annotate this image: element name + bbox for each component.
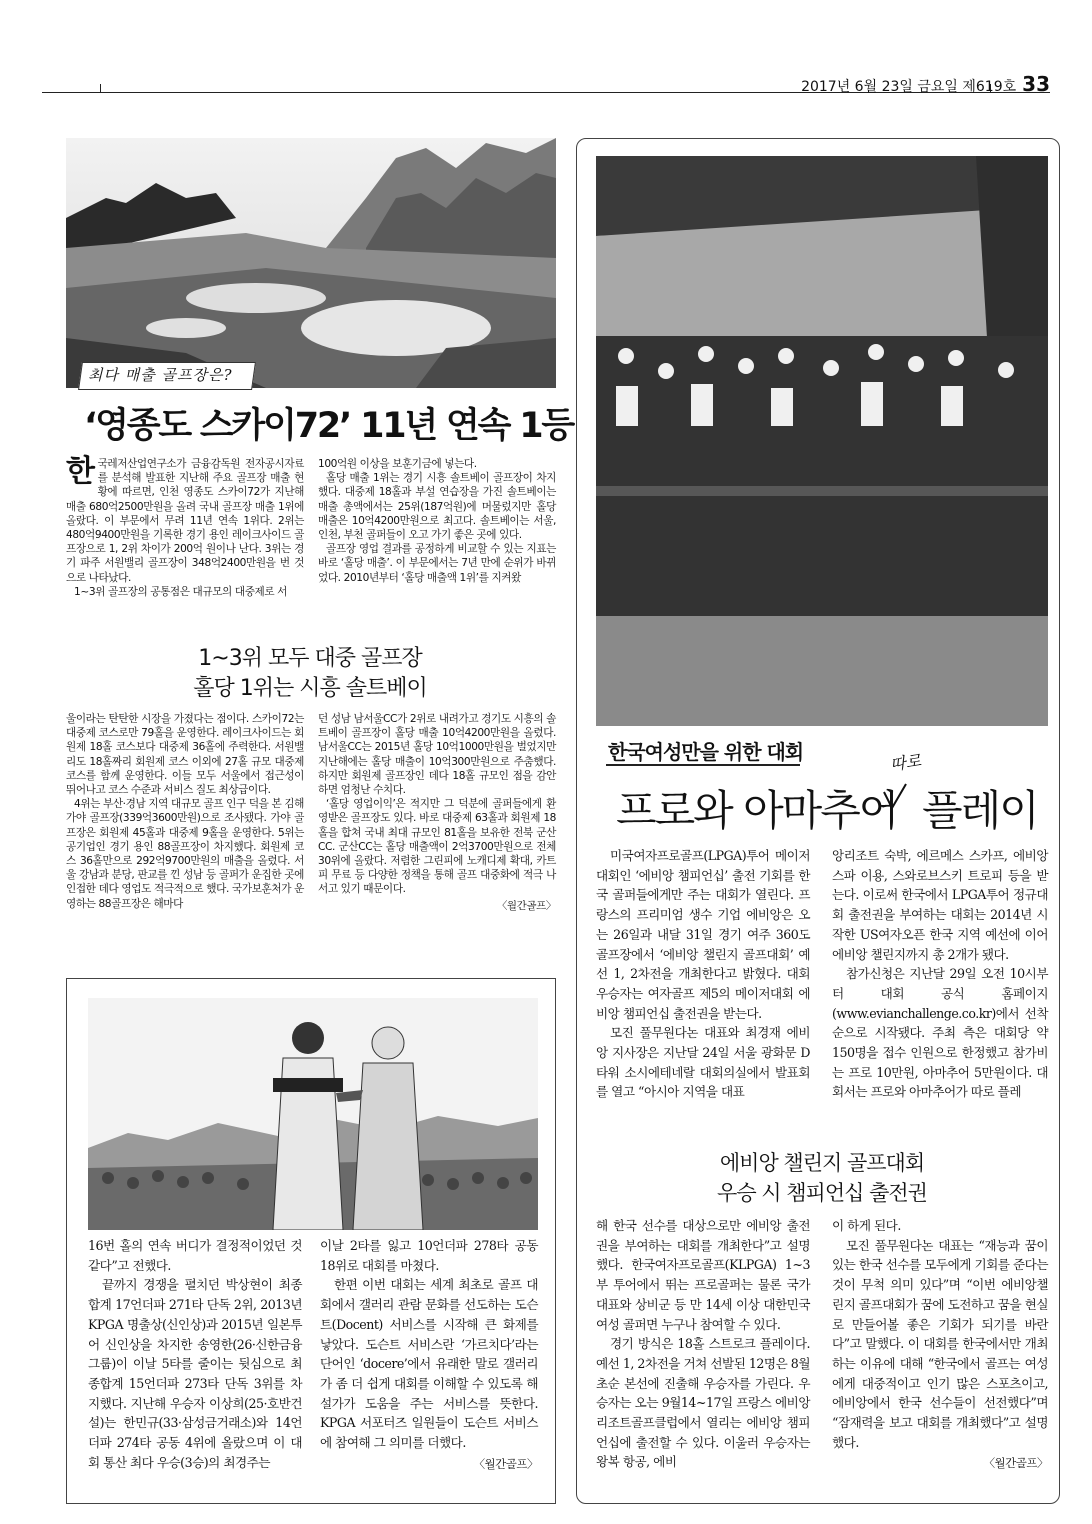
source-credit: 〈월간골프〉	[983, 1456, 1048, 1471]
headline-right: 플레이	[922, 786, 1038, 835]
paragraph: 던 성남 남서울CC가 2위로 내려가고 경기도 시흥의 솔트베이 골프장이 홀당 매출 10억4200만원을 올렸다. 남서울CC는 2015년 홀당 10억1000만원을 벌었지만 지난해에는 홀당 매출이 10억300만원으로 주춤했다. 하지만 회원제 골프장인 데다 18홀 규모인 점을 감안하면 엄청난 수치다.	[318, 713, 556, 797]
paragraph: 1~3위 골프장의 공통점은 대규모의 대중제로 서	[74, 585, 287, 598]
subhead	[160, 644, 460, 704]
paragraph: 미국여자프로골프(LPGA)투어 메이저대회인 ‘에비앙 챔피언십’ 출전 기회를 한국 골퍼들에게만 주는 대회가 열린다. 프랑스의 프리미엄 생수 기업 에비앙은 오는 26일과 내달 31일 경기 여주 360도 골프장에서 ‘에비앙 챌린지 골프대회’ 예선 1, 2차전을 개최한다고 밝혔다. 대회 우승자는 여자골프 제5의 메이저대회 에비앙 챔피언십 출전권을 받는다.	[596, 848, 810, 1021]
subhead-line: 홀당 1위는 시흥 솔트베이	[193, 676, 427, 701]
paragraph: 100억원 이상을 보훈기금에 넣는다.	[318, 458, 477, 470]
article3-col1	[596, 846, 810, 1102]
page-number: 33	[1022, 72, 1050, 96]
article3-col3	[596, 1216, 810, 1472]
subhead-line: 에비앙 챌린지 골프대회	[719, 1151, 925, 1175]
kicker: 한국여성만을 위한 대회	[608, 740, 804, 764]
article1-col2	[318, 457, 556, 585]
golf-course-photo	[66, 138, 556, 388]
headline: ‘영종도 스카이72’ 11년 연속 1등	[84, 406, 573, 446]
article3-col4	[832, 1216, 1048, 1474]
paragraph: 모진 풀무원다논 대표와 최경재 에비앙 지사장은 지난달 24일 서울 광화문 D타워 소시에테네랄 대회의실에서 발표회를 열고 “아시아 지역을 대표	[596, 1025, 810, 1100]
article3-col2	[832, 846, 1048, 1102]
subhead-line: 1~3위 모두 대중 골프장	[198, 646, 422, 671]
dropcap: 한	[66, 454, 95, 489]
golfers-handshake-photo	[88, 998, 538, 1230]
article2-col1	[88, 1236, 302, 1472]
paragraph: 16번 홀의 연속 버디가 결정적이었던 것 같다”고 전했다.	[88, 1238, 302, 1273]
paragraph: 앙리조트 숙박, 에르메스 스카프, 에비앙 스파 이용, 스와로브스키 트로피 등을 받는다. 이로써 한국에서 LPGA투어 정규대회 출전권을 부여하는 대회는 2014년 시작한 US여자오픈 한국 지역 예선에 이어 에비앙 챌린지까지 총 2개가 됐다.	[832, 848, 1048, 962]
paragraph: 이 하게 된다.	[832, 1218, 901, 1233]
source-credit: 〈월간골프〉	[473, 1456, 538, 1471]
paragraph: 홀당 매출 1위는 경기 시흥 솔트베이 골프장이 차지했다. 대중제 18홀과 부설 연습장을 가진 솔트베이는 매출 총액에서는 25위(187억원)에 머물렀지만 홀당 매출은 10억4200만원으로 최고다. 솔트베이는 서울, 인천, 부천 골퍼들이 오고 가기 좋은 곳에 있다.	[318, 472, 556, 542]
paragraph: 경기 방식은 18홀 스트로크 플레이다. 예선 1, 2차전을 거쳐 선발된 12명은 8월 초순 본선에 진출해 우승자를 가린다. 우승자는 오는 9월14~17일 프랑스 에비앙리조트골프클럽에서 열리는 에비앙 챔피언십에 출전할 수 있다. 이울러 우승자는 왕복 항공, 에비	[596, 1336, 810, 1470]
caret-mark	[880, 782, 910, 816]
dateline	[801, 72, 1050, 96]
paragraph: ‘홀당 영업이익’은 적지만 그 덕분에 골퍼들에게 환영받은 골프장도 있다. 바로 대중제 63홀과 회원제 18홀을 합쳐 국내 최대 규모인 81홀을 보유한 전북 군산CC. 군산CC는 홀당 매출액이 2억3700만원으로 전체 30위에 올랐다. 저렴한 그린피에 노캐디제 확대, 카트피 무료 등 다양한 정책을 통해 골프 대중화에 적극 나서고 있기 때문이다.	[318, 798, 556, 896]
paragraph: 모진 풀무원다논 대표는 “재능과 꿈이 있는 한국 선수를 모두에게 기회를 준다는 것이 무척 의미 있다”며 “이번 에비앙챌린지 골프대회가 꿈에 도전하고 꿈을 현실로 만들어볼 좋은 기회가 되기를 바란다”고 말했다. 이 대회를 한국에서만 개최하는 이유에 대해 “한국에서 골프는 여성에게 대중적이고 인기 많은 스포츠이고, 에비앙에서 한국 선수들이 선전했다”며 “잠재력을 보고 대회를 개최했다”고 설명했다.	[832, 1237, 1048, 1450]
article1-col1	[66, 454, 304, 599]
paragraph: 이날 2타를 잃고 10언더파 278타 공동 18위로 대회를 마쳤다.	[320, 1238, 538, 1273]
headline-handwritten: 따로	[888, 750, 923, 775]
header-tick-left	[100, 84, 101, 93]
subhead-line: 우승 시 챔피언십 출전권	[717, 1181, 927, 1205]
kicker: 최다 매출 골프장은?	[88, 366, 233, 384]
article1-col4	[318, 712, 556, 913]
article1-col3	[66, 712, 304, 911]
kicker-underline	[606, 764, 800, 766]
paragraph: 끝까지 경쟁을 펼치던 박상현이 최종합계 17언더파 271타 단독 2위, 2013년 KPGA 명출상(신인상)과 2015년 일본투어 신인상을 차지한 송영한(26·신한금융그룹)이 이날 5타를 줄이는 뒷심으로 최종합계 15언더파 273타 단독 3위를 차지했다. 지난해 우승자 이상희(25·호반건설)는 한민규(33·삼성금거래소)와 14언더파 274타 공동 4위에 올랐으며 이 대회 통산 최다 우승(3승)의 최경주는	[88, 1277, 302, 1470]
dateline-text: 2017년 6월 23일 금요일 제619호	[801, 79, 1017, 95]
subhead	[672, 1148, 972, 1208]
paragraph: 한편 이번 대회는 세계 최초로 골프 대회에서 갤러리 관람 문화를 선도하는 도슨트(Docent) 서비스를 시작해 큰 화제를 낳았다. 도슨트 서비스란 ‘가르치다’라는 단어인 ‘docere’에서 유래한 말로 갤러리가 좀 더 쉽게 대회를 이해할 수 있도록 해설가가 도움을 주는 서비스를 뜻한다. KPGA 서포터즈 일원들이 도슨트 서비스에 참여해 그 의미를 더했다.	[320, 1277, 538, 1451]
paragraph: 골프장 영업 결과를 공정하게 비교할 수 있는 지표는 바로 ‘홀당 매출’. 이 부문에서는 7년 만에 순위가 바뀌었다. 2010년부터 ‘홀당 매출액 1위’를 지켜왔	[318, 543, 556, 584]
paragraph: 4위는 부산·경남 지역 대규모 골프 인구 덕을 본 김해 가야 골프장(339억3600만원)으로 조사됐다. 가야 골프장은 회원제 45홀과 대중제 9홀을 운영한다. 5위는 공기업인 경기 용인 88골프장이 차지했다. 회원제 코스 36홀만으로 292억9700만원의 매출을 올렸다. 서울 강남과 분당, 판교를 낀 성남 등 골퍼가 운집한 곳에 인접한 데다 영업도 적극적으로 했다. 국가보훈처가 운영하는 88골프장은 해마다	[66, 798, 304, 910]
paragraph: 국레저산업연구소가 금융감독원 전자공시자료를 분석해 발표한 지난해 주요 골프장 매출 현황에 따르면, 인천 영종도 스카이72가 지난해 매출 680억2500만원을 올려 국내 골프장 매출 1위에 올랐다. 이 부문에서 무려 11년 연속 1위다. 2위는 480억9400만원을 기록한 경기 용인 레이크사이드 골프장으로 1, 2위 차이가 200억 원이나 난다. 3위는 경기 파주 서원밸리 골프장이 348억2400만원을 번 것으로 나타났다.	[66, 458, 304, 584]
headline-left: 프로와 아마추어	[616, 786, 898, 835]
paragraph: 해 한국 선수를 대상으로만 에비앙 출전권을 부여하는 대회를 개최한다”고 설명했다. 한국여자프로골프(KLPGA) 1~3부 투어에서 뛰는 프로골퍼는 물론 국가대표와 상비군 등 만 14세 이상 대한민국 여성 골퍼면 누구나 참여할 수 있다.	[596, 1218, 810, 1332]
paragraph: 참가신청은 지난달 29일 오전 10시부터 대회 공식 홈페이지(www.evianchallenge.co.kr)에서 선착순으로 시작됐다. 주최 측은 대회당 약 150명을 접수 인원으로 한정했고 참가비는 프로 10만원, 아마추어 5만원이다. 대회서는 프로와 아마추어가 따로 플레	[832, 966, 1048, 1100]
gallery-pond-photo	[596, 156, 1048, 726]
article2-col2	[320, 1236, 538, 1474]
source-credit: 〈월간골프〉	[496, 899, 556, 912]
paragraph: 울이라는 탄탄한 시장을 가졌다는 점이다. 스카이72는 대중제 코스로만 79홀을 운영한다. 레이크사이드는 회원제 18홀 코스보다 대중제 36홀에 주력한다. 서원밸리도 18홀짜리 회원제 코스 이외에 27홀 규모 대중제 코스를 함께 운영한다. 이들 모두 서울에서 접근성이 뛰어나고 코스 수준과 서비스 질도 최상급이다.	[66, 713, 304, 797]
